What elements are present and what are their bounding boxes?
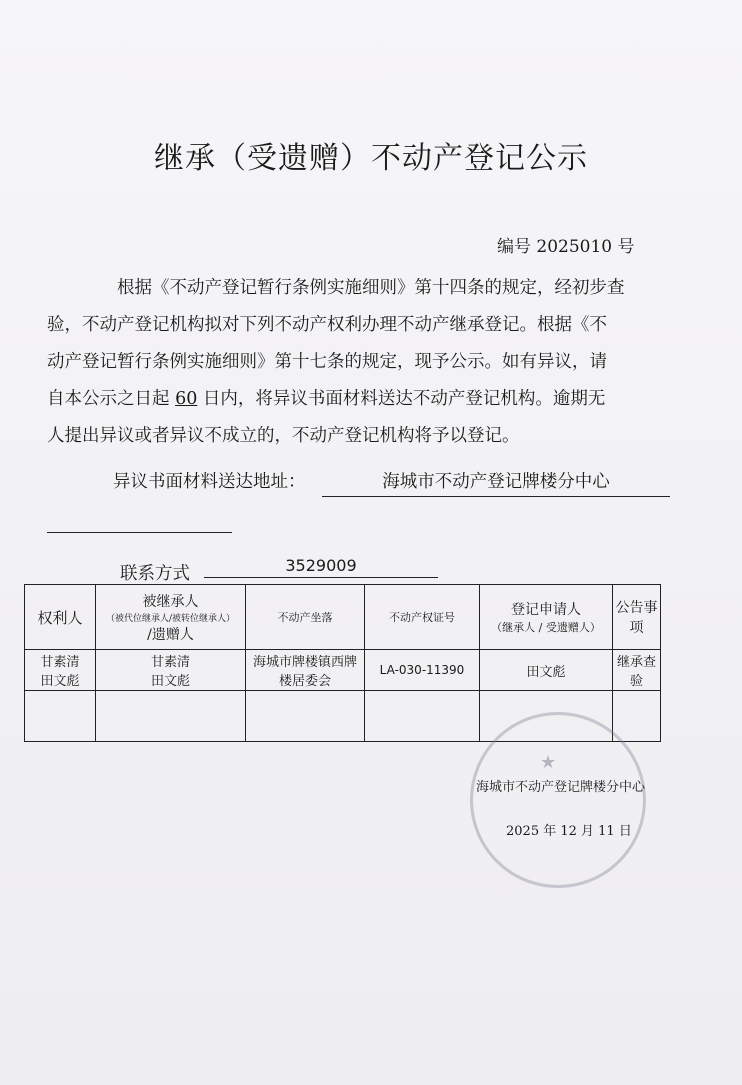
contact-label: 联系方式 <box>120 564 190 584</box>
header-right-holder: 权利人 <box>25 585 96 650</box>
cell-location: 海城市牌楼镇西牌楼居委会 <box>246 650 365 691</box>
header-heir-bequeather: /遗赠人 <box>147 626 194 643</box>
official-seal <box>470 712 646 888</box>
right-holder-name: 田文彪 <box>40 674 80 689</box>
cell-notice: 继承查验 <box>613 650 661 691</box>
header-applicant-title: 登记申请人 <box>511 602 581 618</box>
issuing-organization: 海城市不动产登记牌楼分中心 <box>476 780 646 795</box>
paragraph-line: 人提出异议或者异议不成立的，不动产登记机构将予以登记。 <box>47 426 520 446</box>
table-row <box>25 650 661 691</box>
paragraph-line: 验，不动产登记机构拟对下列不动产权利办理不动产继承登记。根据《不 <box>47 315 607 335</box>
empty-cell <box>25 691 96 742</box>
address-value: 海城市不动产登记牌楼分中心 <box>322 468 670 497</box>
notice-paragraph <box>47 270 697 455</box>
paragraph-line <box>47 381 697 418</box>
heir-name: 田文彪 <box>150 674 190 689</box>
header-heir <box>96 585 246 650</box>
empty-cell <box>365 691 480 742</box>
header-notice: 公告事项 <box>613 585 661 650</box>
paragraph-line: 根据《不动产登记暂行条例实施细则》第十四条的规定，经初步查 <box>117 278 625 298</box>
table-header-row <box>25 585 661 650</box>
seal-star-icon: ★ <box>540 752 557 773</box>
right-holder-name: 甘素清 <box>40 655 80 670</box>
cell-cert-no: LA-030-11390 <box>365 650 480 691</box>
header-applicant-note: （继承人 / 受遗赠人） <box>491 621 601 634</box>
paragraph-text: 自本公示之日起 <box>47 389 176 409</box>
cell-right-holder <box>25 650 96 691</box>
contact-value: 3529009 <box>204 556 438 578</box>
address-continuation-line <box>47 532 232 533</box>
objection-days: 60 <box>175 389 198 409</box>
header-heir-title: 被继承人 <box>142 593 199 610</box>
header-cert-no: 不动产权证号 <box>365 585 480 650</box>
page-title: 继承（受遗赠）不动产登记公示 <box>154 141 588 176</box>
header-location: 不动产坐落 <box>246 585 365 650</box>
cell-heir <box>96 650 246 691</box>
heir-name: 甘素清 <box>150 655 190 670</box>
cell-applicant: 田文彪 <box>480 650 613 691</box>
address-label: 异议书面材料送达地址： <box>113 472 306 492</box>
issue-date: 2025 年 12 月 11 日 <box>506 824 632 839</box>
header-heir-note: （被代位继承人/被转位继承人） <box>105 613 236 624</box>
paragraph-line: 动产登记暂行条例实施细则》第十七条的规定，现予公示。如有异议，请 <box>47 352 607 372</box>
document-number: 编号 2025010 号 <box>497 237 635 257</box>
empty-cell <box>613 691 661 742</box>
empty-cell <box>96 691 246 742</box>
paragraph-text: 日内，将异议书面材料送达不动产登记机构。逾期无 <box>197 389 606 409</box>
empty-cell <box>246 691 365 742</box>
header-applicant <box>480 585 613 650</box>
